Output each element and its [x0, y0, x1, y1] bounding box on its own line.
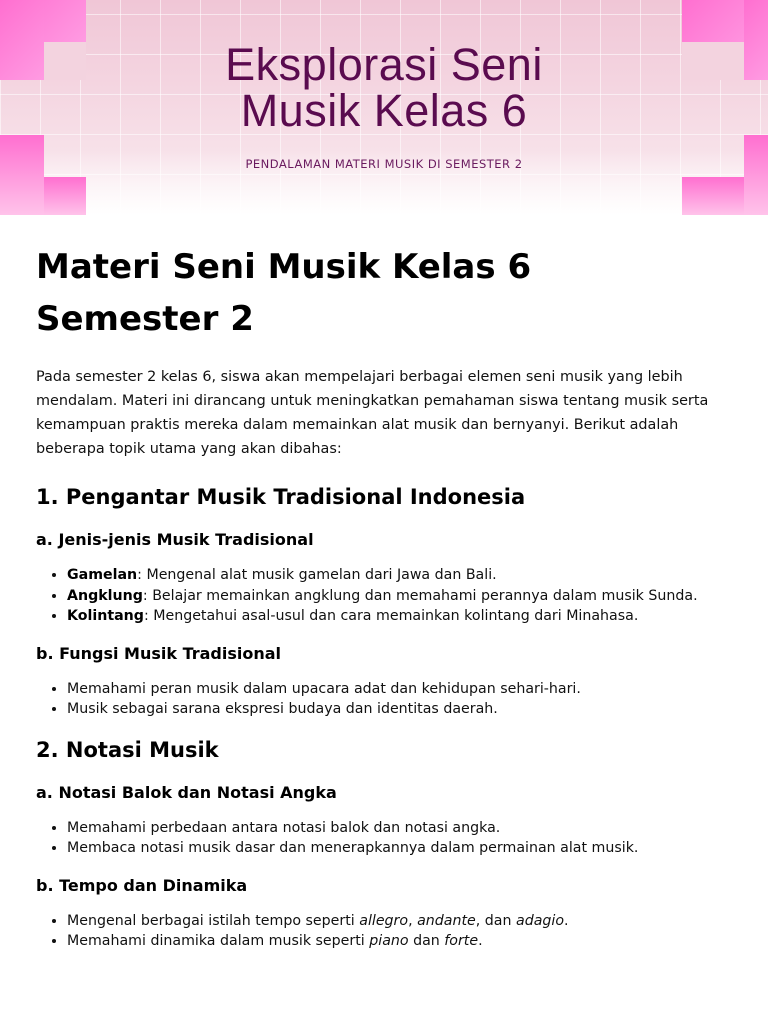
separator-text: , dan — [475, 912, 517, 929]
page-title — [36, 241, 732, 345]
list-item: • Membaca notasi musik dasar dan menerapkannya dalam permainan alat musik. — [67, 838, 732, 859]
list-item-term: Gamelan — [67, 567, 138, 583]
banner-title — [0, 39, 768, 136]
intro-paragraph: Pada semester 2 kelas 6, siswa akan mempelajari berbagai elemen seni musik yang lebih mendalam. Materi ini dirancang untuk meningkatkan pemahaman siswa tentang musik serta kemampuan praktis mereka dalam memainkan alat musik dan bernyanyi. Berikut adalah beberapa topik utama yang akan dibahas: — [36, 369, 709, 457]
subsection-heading-1b: b. Fungsi Musik Tradisional — [36, 643, 282, 663]
tempo-term: andante — [417, 912, 476, 929]
end-text: . — [564, 912, 569, 929]
banner-title-line-2: Musik Kelas 6 — [240, 85, 528, 136]
subsection-heading-2b: b. Tempo dan Dinamika — [36, 875, 248, 895]
list-item — [67, 606, 732, 627]
traditional-music-list — [36, 565, 732, 627]
list-item-text: : Belajar memainkan angklung dan memahami perannya dalam musik Sunda. — [142, 587, 698, 604]
list-item — [67, 586, 732, 607]
list-item-text: : Mengenal alat musik gamelan dari Jawa dan Bali. — [137, 567, 497, 583]
list-item-term: Kolintang — [67, 608, 144, 624]
tempo-term: allegro — [359, 912, 409, 929]
function-list — [36, 679, 732, 720]
article-content — [0, 215, 768, 952]
tempo-dynamics-list — [36, 911, 732, 952]
list-item-text: : Mengetahui asal-usul dan cara memainkan kolintang dari Minahasa. — [143, 608, 639, 624]
page-title-line-2: Semester 2 — [36, 299, 254, 339]
end-text: . — [478, 933, 483, 949]
header-banner — [0, 0, 768, 215]
banner-subtitle: PENDALAMAN MATERI MUSIK DI SEMESTER 2 — [245, 157, 523, 171]
separator-text: dan — [408, 933, 445, 949]
list-item: • Memahami perbedaan antara notasi balok dan notasi angka. — [67, 818, 732, 839]
subsection-heading-1a: a. Jenis-jenis Musik Tradisional — [36, 530, 314, 549]
list-item-text: Mengenal berbagai istilah tempo seperti — [67, 912, 360, 929]
page-title-line-1: Materi Seni Musik Kelas 6 — [36, 247, 532, 287]
notation-list — [36, 818, 732, 859]
section-heading-2: 2. Notasi Musik — [36, 737, 219, 762]
list-item: • Musik sebagai sarana ekspresi budaya dan identitas daerah. — [67, 699, 732, 720]
banner-title-line-1: Eksplorasi Seni — [225, 39, 543, 90]
dynamics-term: piano — [369, 933, 409, 949]
list-item — [67, 911, 732, 932]
list-item — [67, 565, 732, 586]
dynamics-term: forte — [444, 933, 479, 949]
list-item-text: Memahami dinamika dalam musik seperti — [67, 933, 370, 949]
list-item — [67, 931, 732, 952]
list-item-term: Angklung — [67, 587, 143, 604]
list-item: • Memahami peran musik dalam upacara adat dan kehidupan sehari-hari. — [67, 679, 732, 700]
tempo-term: adagio — [516, 912, 565, 929]
section-heading-1: 1. Pengantar Musik Tradisional Indonesia — [36, 485, 526, 509]
subsection-heading-2a: a. Notasi Balok dan Notasi Angka — [36, 782, 337, 802]
corner-decoration-bottom-right — [682, 135, 768, 215]
separator-text: , — [408, 912, 418, 929]
corner-decoration-bottom-left — [0, 135, 86, 215]
